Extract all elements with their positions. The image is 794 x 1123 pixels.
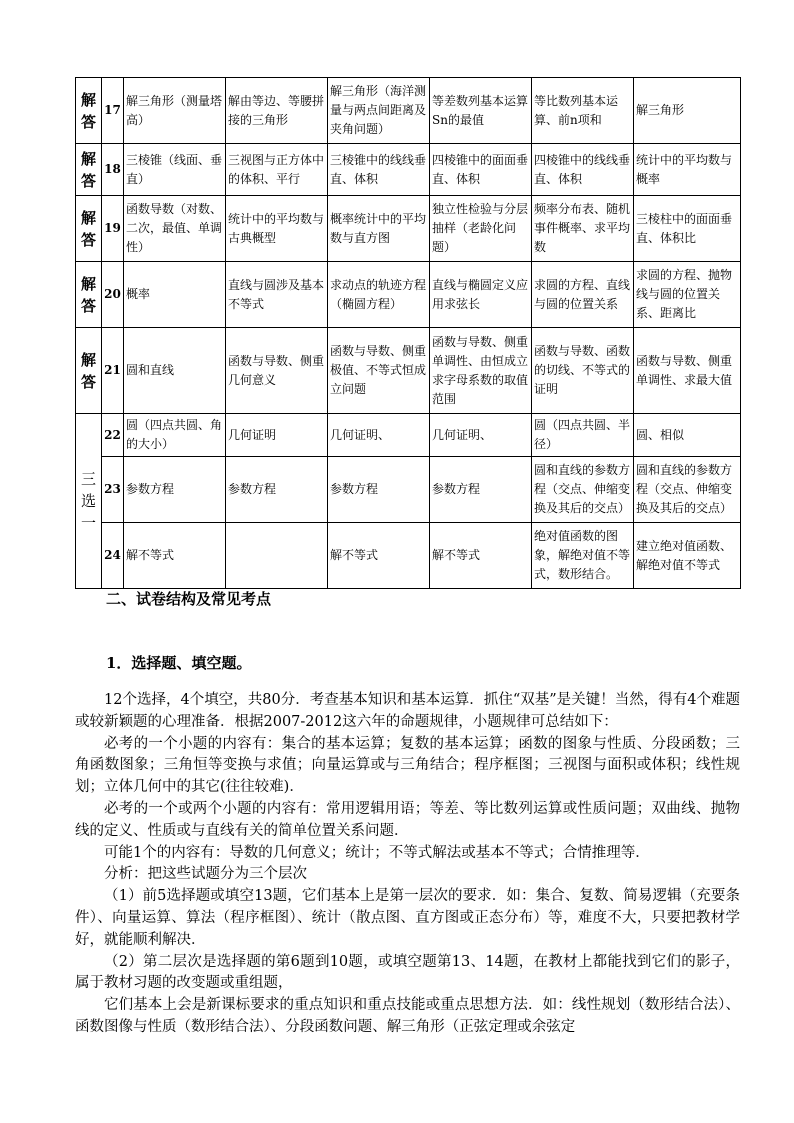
table-row <box>76 78 741 144</box>
row-category: 解 答 <box>76 262 102 328</box>
table-row <box>76 144 741 196</box>
question-number: 22 <box>102 414 124 457</box>
table-cell: 圆、相似 <box>634 414 741 457</box>
row-category: 三 选 一 <box>76 414 102 589</box>
table-cell: 几何证明 <box>226 414 328 457</box>
table-cell: 解不等式 <box>328 523 430 589</box>
table-cell: 建立绝对值函数、解绝对值不等式 <box>634 523 741 589</box>
table-cell: 函数与导数、侧重几何意义 <box>226 328 328 414</box>
table-cell <box>226 523 328 589</box>
table-cell: 解三角形 <box>634 78 741 144</box>
table-cell: 圆和直线的参数方程（交点、伸缩变换及其后的交点） <box>532 457 634 523</box>
question-number: 23 <box>102 457 124 523</box>
table-row <box>76 414 741 457</box>
table-cell: 解不等式 <box>430 523 532 589</box>
table-cell: 三视图与正方体中的体积、平行 <box>226 144 328 196</box>
body-text <box>75 690 740 1039</box>
table-cell: 三棱锥（线面、垂直） <box>124 144 226 196</box>
table-cell: 圆（四点共圆、半径） <box>532 414 634 457</box>
table-row <box>76 523 741 589</box>
table-cell: 参数方程 <box>328 457 430 523</box>
table-cell: 解不等式 <box>124 523 226 589</box>
paragraph: 必考的一个或两个小题的内容有：常用逻辑用语；等差、等比数列运算或性质问题；双曲线、抛物线的定义、性质或与直线有关的简单位置关系问题． <box>75 800 740 839</box>
table-cell: 求圆的方程、抛物线与圆的位置关系、距离比 <box>634 262 741 328</box>
table-row <box>76 328 741 414</box>
table-cell: 函数导数（对数、二次，最值、单调性） <box>124 196 226 262</box>
question-number: 18 <box>102 144 124 196</box>
table-row <box>76 196 741 262</box>
table-row <box>76 457 741 523</box>
table-cell: 四棱锥中的线线垂直、体积 <box>532 144 634 196</box>
table-cell: 四棱锥中的面面垂直、体积 <box>430 144 532 196</box>
table-cell: 几何证明、 <box>328 414 430 457</box>
table-cell: 统计中的平均数与古典概型 <box>226 196 328 262</box>
table-cell: 解由等边、等腰拼接的三角形 <box>226 78 328 144</box>
table-cell: 频率分布表、随机事件概率、求平均数 <box>532 196 634 262</box>
table-cell: 等差数列基本运算Sn的最值 <box>430 78 532 144</box>
question-number: 17 <box>102 78 124 144</box>
table-cell: 等比数列基本运算、前n项和 <box>532 78 634 144</box>
table-cell: 绝对值函数的图象，解绝对值不等式，数形结合。 <box>532 523 634 589</box>
question-number: 19 <box>102 196 124 262</box>
table-cell: 求圆的方程、直线与圆的位置关系 <box>532 262 634 328</box>
table-cell: 三棱锥中的线线垂直、体积 <box>328 144 430 196</box>
table-cell: 概率 <box>124 262 226 328</box>
question-number: 24 <box>102 523 124 589</box>
table-cell: 统计中的平均数与概率 <box>634 144 741 196</box>
table-cell: 圆和直线 <box>124 328 226 414</box>
question-number: 21 <box>102 328 124 414</box>
table-cell: 参数方程 <box>226 457 328 523</box>
row-category: 解 答 <box>76 78 102 144</box>
paragraph: 可能1个的内容有：导数的几何意义；统计；不等式解法或基本不等式；合情推理等． <box>104 844 650 861</box>
table-cell: 参数方程 <box>430 457 532 523</box>
paragraph: 它们基本上会是新课标要求的重点知识和重点技能或重点思想方法．如：线性规划（数形结合法）、函数图像与性质（数形结合法）、分段函数问题、解三角形（正弦定理或余弦定 <box>75 997 740 1035</box>
table-cell: 独立性检验与分层抽样（老龄化问题） <box>430 196 532 262</box>
table-cell: 函数与导数、侧重极值、不等式恒成立问题 <box>328 328 430 414</box>
row-category: 解 答 <box>76 144 102 196</box>
exam-topic-table <box>75 77 741 589</box>
table-cell: 几何证明、 <box>430 414 532 457</box>
paragraph: 12个选择，4个填空，共80分．考查基本知识和基本运算．抓住“双基”是关键！当然，得有4个难题或较新颖题的心理准备．根据2007-2012这六年的命题规律，小题规律可总结如下： <box>75 692 740 730</box>
row-category: 解 答 <box>76 328 102 414</box>
table-cell: 函数与导数、侧重单调性、求最大值 <box>634 328 741 414</box>
table-cell: 函数与导数、侧重单调性、由恒成立求字母系数的取值范围 <box>430 328 532 414</box>
table-cell: 圆和直线的参数方程（交点、伸缩变换及其后的交点） <box>634 457 741 523</box>
paragraph: （2）第二层次是选择题的第6题到10题，或填空题第13、14题，在教材上都能找到它们的影子，属于教材习题的改变题或重组题， <box>75 953 740 992</box>
table-cell: 求动点的轨迹方程（椭圆方程） <box>328 262 430 328</box>
table-cell: 解三角形（测量塔高） <box>124 78 226 144</box>
table-cell: 概率统计中的平均数与直方图 <box>328 196 430 262</box>
table-cell: 直线与椭圆定义应用求弦长 <box>430 262 532 328</box>
paragraph: （1）前5选择题或填空13题，它们基本上是第一层次的要求．如：集合、复数、简易逻辑（充要条件）、向量运算、算法（程序框图）、统计（散点图、直方图或正态分布）等，难度不大，只要把教材学好，就能顺利解决． <box>75 888 740 948</box>
table-row <box>76 262 741 328</box>
paragraph: 分析：把这些试题分为三个层次 <box>104 866 307 883</box>
section-title: 二、试卷结构及常见考点 <box>106 590 272 608</box>
table-cell: 解三角形（海洋测量与两点间距离及夹角问题） <box>328 78 430 144</box>
table-cell: 直线与圆涉及基本不等式 <box>226 262 328 328</box>
paragraph: 必考的一个小题的内容有：集合的基本运算；复数的基本运算；函数的图象与性质、分段函数；三角函数图象；三角恒等变换与求值；向量运算或与三角结合；程序框图；三视图与面积或体积；线性规划；立体几何中的其它(往往较难)． <box>75 735 740 796</box>
question-number: 20 <box>102 262 124 328</box>
subsection-title: 1．选择题、填空题。 <box>106 654 252 672</box>
table-cell: 圆（四点共圆、角的大小） <box>124 414 226 457</box>
table-cell: 函数与导数、函数的切线、不等式的证明 <box>532 328 634 414</box>
row-category: 解 答 <box>76 196 102 262</box>
table-cell: 参数方程 <box>124 457 226 523</box>
table-cell: 三棱柱中的面面垂直、体积比 <box>634 196 741 262</box>
